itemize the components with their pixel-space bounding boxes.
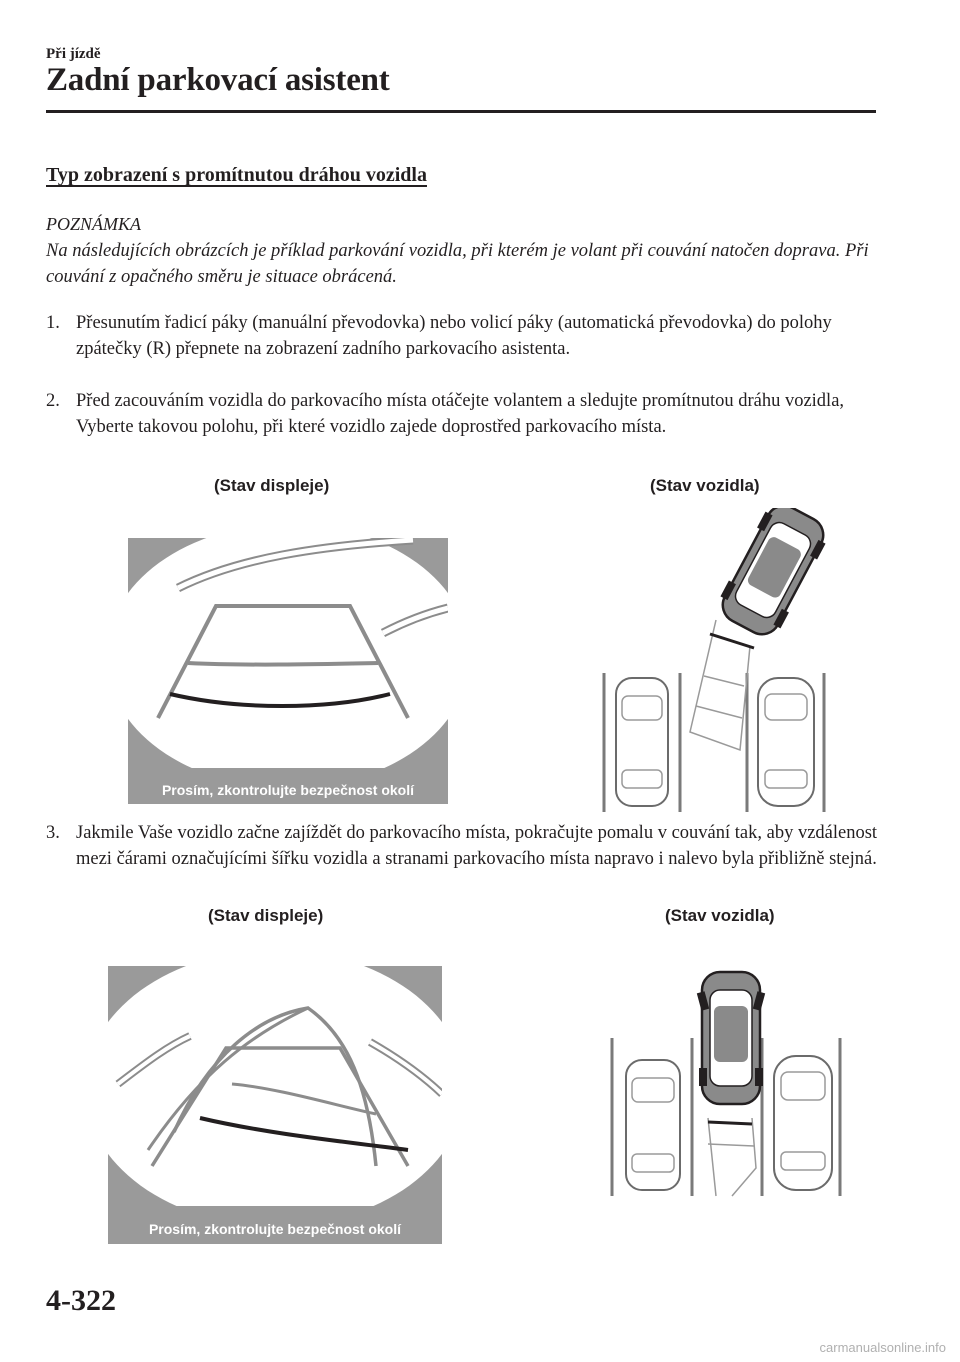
vehicle-caption: (Stav vozidla)	[650, 476, 760, 495]
step-3	[46, 820, 882, 872]
parked-car-left	[626, 1060, 680, 1190]
step-text: Přesunutím řadicí páky (manuální převodovka) nebo volicí páky (automatická převodovka) do polohy zpátečky (R) přepnete na zobrazení zadního parkovacího asistenta.	[76, 313, 832, 359]
step-number: 1.	[46, 313, 60, 333]
parked-car-right	[758, 678, 814, 806]
step-2	[46, 388, 882, 440]
reversing-car	[697, 972, 765, 1104]
parked-car-left	[616, 678, 668, 806]
note-text: Na následujících obrázcích je příklad parkování vozidla, při kterém je volant při couvání natočen doprava. Při couvání z opačného směru je situace obrácená.	[46, 241, 869, 287]
step-1	[46, 310, 882, 362]
section-heading: Typ zobrazení s promítnutou dráhou vozidla	[46, 164, 427, 186]
vehicle-caption: (Stav vozidla)	[665, 906, 775, 925]
display-screen-2	[108, 966, 442, 1244]
breadcrumb: Při jízdě	[46, 46, 101, 62]
page-title: Zadní parkovací asistent	[46, 62, 390, 98]
page-number: 4-322	[46, 1284, 116, 1317]
parking-diagram-2	[604, 968, 844, 1200]
display-caption: (Stav displeje)	[208, 906, 324, 925]
parked-car-right	[774, 1056, 832, 1190]
step-number: 3.	[46, 823, 60, 843]
display-message: Prosím, zkontrolujte bezpečnost okolí	[161, 782, 415, 798]
step-text: Před zacouváním vozidla do parkovacího místa otáčejte volantem a sledujte promítnutou dráhu vozidla, Vyberte takovou polohu, při které vozidlo zajede doprostřed parkovacího místa.	[76, 391, 845, 437]
note-label: POZNÁMKA	[46, 214, 142, 234]
parking-diagram-1	[598, 508, 834, 814]
display-caption: (Stav displeje)	[214, 476, 330, 495]
display-screen-1	[128, 538, 448, 804]
title-divider	[46, 110, 876, 113]
step-text: Jakmile Vaše vozidlo začne zajíždět do parkovacího místa, pokračujte pomalu v couvání tak, aby vzdálenost mezi čárami označujícími šířku vozidla a stranami parkovacího místa napravo i nalevo byla přibližně stejná.	[76, 823, 878, 869]
step-number: 2.	[46, 391, 60, 411]
display-message: Prosím, zkontrolujte bezpečnost okolí	[148, 1221, 402, 1237]
reversing-car	[713, 508, 833, 642]
watermark: carmanualsonline.info	[819, 1340, 946, 1355]
